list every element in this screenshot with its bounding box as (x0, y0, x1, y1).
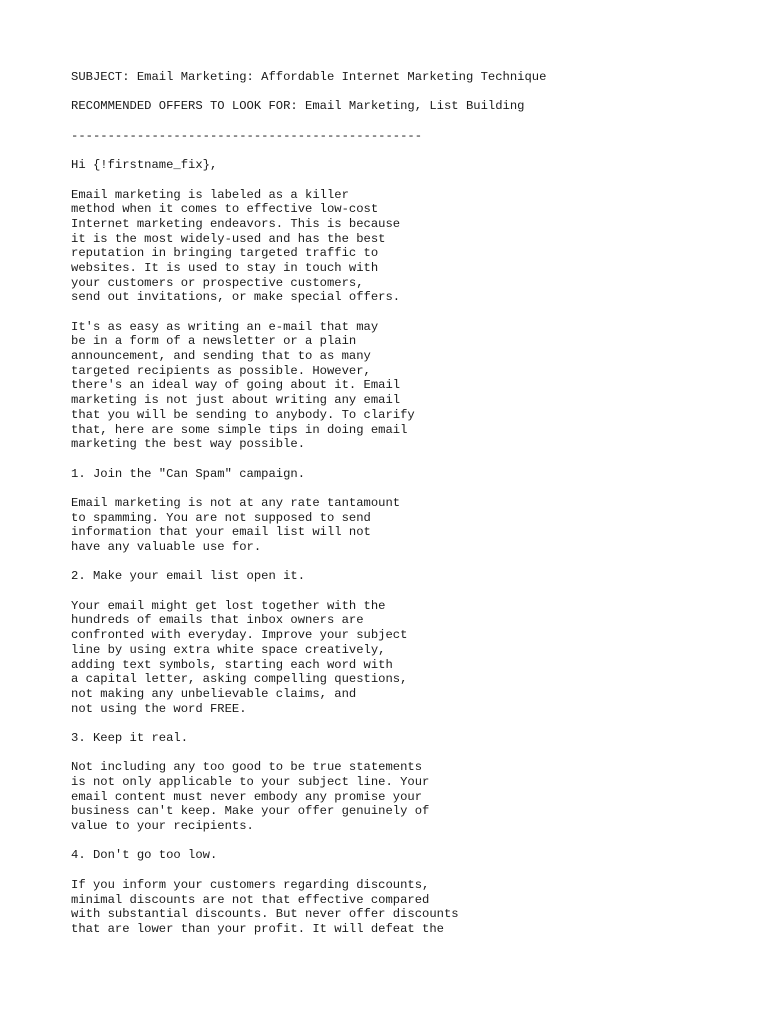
tip-body (71, 496, 751, 555)
tip-heading: 2. Make your email list open it. (71, 569, 306, 584)
tip-heading: 4. Don't go too low. (71, 848, 218, 863)
text-line: If you inform your customers regarding discounts, (71, 877, 430, 892)
spacer (71, 584, 751, 599)
document-page (71, 70, 751, 937)
text-line: method when it comes to effective low-cost (71, 202, 379, 217)
text-line: marketing the best way possible. (71, 437, 306, 452)
recommended-offers-line: RECOMMENDED OFFERS TO LOOK FOR: Email Marketing, List Building (71, 99, 525, 114)
spacer (71, 481, 751, 496)
paragraph-explanation (71, 320, 751, 452)
text-line: minimal discounts are not that effective compared (71, 892, 430, 907)
text-line: Your email might get lost together with the (71, 598, 386, 613)
tip-heading: 3. Keep it real. (71, 730, 189, 745)
text-line: Not including any too good to be true statements (71, 760, 423, 775)
text-line: to spamming. You are not supposed to send (71, 510, 371, 525)
text-line: adding text symbols, starting each word with (71, 657, 393, 672)
spacer (71, 834, 751, 849)
text-line: Email marketing is labeled as a killer (71, 187, 349, 202)
text-line: is not only applicable to your subject line. Your (71, 775, 430, 789)
subject-line: SUBJECT: Email Marketing: Affordable Internet Marketing Technique (71, 70, 547, 84)
text-line: line by using extra white space creatively, (71, 642, 386, 657)
tip-body (71, 599, 751, 717)
spacer (71, 305, 751, 320)
text-line: it is the most widely-used and has the best (71, 231, 386, 246)
text-line: that are lower than your profit. It will defeat the (71, 921, 444, 936)
spacer (71, 173, 751, 188)
text-line: with substantial discounts. But never offer discounts (71, 907, 459, 922)
text-line: confronted with everyday. Improve your subject (71, 628, 408, 643)
tip-body (71, 878, 751, 937)
spacer (71, 114, 751, 129)
spacer (71, 746, 751, 761)
text-line: not using the word FREE. (71, 701, 247, 716)
text-line: reputation in bringing targeted traffic to (71, 246, 379, 261)
text-line: that you will be sending to anybody. To clarify (71, 407, 415, 422)
text-line: announcement, and sending that to as many (71, 349, 371, 364)
spacer (71, 452, 751, 467)
text-line: not making any unbelievable claims, and (71, 686, 357, 701)
text-line: a capital letter, asking compelling questions, (71, 672, 408, 687)
text-line: marketing is not just about writing any email (71, 393, 401, 408)
text-line: Internet marketing endeavors. This is because (71, 216, 401, 231)
spacer (71, 143, 751, 158)
divider-line: ------------------------------------------------ (71, 128, 423, 143)
text-line: Email marketing is not at any rate tantamount (71, 495, 401, 510)
spacer (71, 555, 751, 570)
text-line: your customers or prospective customers, (71, 275, 364, 290)
text-line: have any valuable use for. (71, 540, 262, 554)
spacer (71, 85, 751, 100)
paragraph-intro (71, 188, 751, 306)
spacer (71, 863, 751, 878)
text-line: that, here are some simple tips in doing email (71, 422, 408, 437)
text-line: information that your email list will not (71, 525, 371, 540)
greeting: Hi {!firstname_fix}, (71, 158, 218, 173)
text-line: hundreds of emails that inbox owners are (71, 613, 364, 628)
tip-body (71, 760, 751, 833)
spacer (71, 716, 751, 731)
text-line: value to your recipients. (71, 819, 254, 834)
text-line: websites. It is used to stay in touch with (71, 260, 379, 275)
text-line: email content must never embody any promise your (71, 789, 423, 804)
text-line: business can't keep. Make your offer genuinely of (71, 804, 430, 819)
text-line: there's an ideal way of going about it. Email (71, 378, 401, 393)
tip-heading: 1. Join the "Can Spam" campaign. (71, 466, 306, 481)
text-line: targeted recipients as possible. However, (71, 363, 371, 378)
text-line: send out invitations, or make special offers. (71, 290, 401, 305)
text-line: It's as easy as writing an e-mail that may (71, 319, 379, 334)
text-line: be in a form of a newsletter or a plain (71, 334, 357, 349)
